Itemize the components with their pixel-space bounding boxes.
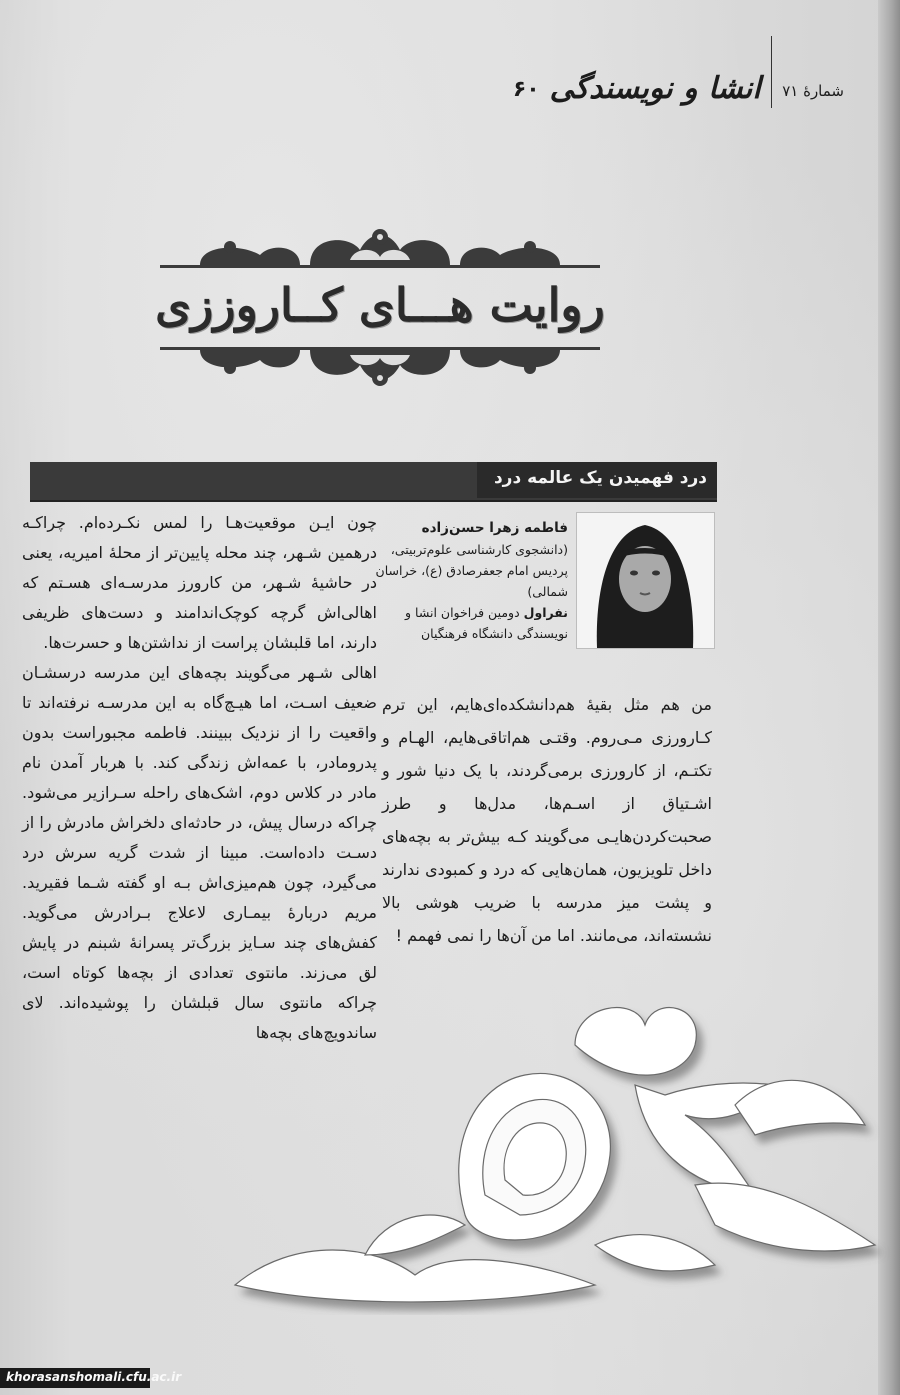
author-bio: (دانشجوی کارشناسی علوم‌تربیتی، پردیس امام جعفرصادق (ع)، خراسان شمالی) — [375, 542, 568, 599]
section-bar — [30, 462, 717, 502]
award-label: نفراول — [523, 605, 568, 620]
body-column-left — [22, 508, 377, 1048]
decorative-flower — [215, 985, 895, 1315]
article-title: روایت هـــای کــاروززی — [155, 278, 605, 332]
footer-watermark — [0, 1368, 182, 1388]
portrait-image — [577, 513, 714, 648]
author-info — [368, 518, 568, 644]
section-title: درد فهمیدن یک عالمه درد — [493, 468, 707, 488]
author-name: فاطمه زهرا حسن‌زاده — [421, 520, 568, 536]
body-paragraph: اهالی شـهر می‌گویند بچه‌های این مدرسه درسشـان ضعیف اسـت، اما هیـچ‌گاه به این مدرسـه نرفته‌اند تا واقعیت را از نزدیک ببینند. فاطمه مجبوراست بدون پدرومادر، با عمه‌اش زندگی کند. با هربار آمدن نام مادر در کلاس دوم، اشک‌های راحله سـرازیر می‌شود. چراکه درسال پیش، در حادثه‌ای دلخراش مادرش را از دسـت داده‌است. مبینا از شدت گریه سرش درد می‌گیرد، چون هم‌میزی‌اش بـه او گفته شـما فقیرید. مریم دربارۀ بیمـاری لاعلاج بـرادرش می‌گوید. کفش‌های چند سـایز بزرگ‌تر پسرانۀ شبنم در پایش لق می‌زند. مانتوی تعدادی از بچه‌ها کوتاه است، چراکه مانتوی سال قبلشان را پوشیده‌اند. لای ساندویچ‌های بچه‌ها — [22, 663, 377, 1042]
magazine-title: انشا و نویسندگی — [549, 71, 761, 106]
body-paragraph: چون ایـن موقعیت‌هـا را لمس نکـرده‌ام. چراکـه درهمین شـهر، چند محله پایین‌تر از محلۀ امیریه، یعنی در حاشیۀ شـهر، من کارورز مدرسـه‌ای هسـتم که اهالی‌اش گرچه کوچک‌اندامند و دست‌های ظریفی دارند، اما قلبشان پراست از نداشتن‌ها و حسرت‌ها. — [22, 513, 377, 652]
author-award — [368, 602, 568, 644]
ornament-top — [160, 225, 600, 275]
author-photo — [576, 512, 715, 649]
award-text: دومین فراخوان انشا و نویسندگی دانشگاه فرهنگیان — [405, 605, 568, 641]
issue-label: شمارۀ ۷۱ — [782, 82, 844, 100]
body-paragraph: من هم مثل بقیۀ هم‌دانشکده‌ای‌هایم، این ترم کـارورزی مـی‌روم. وقتـی هم‌اتاقی‌هایم، الهـام و تکتـم، از کارورزی برمی‌گردند، با یک دنیا شور و اشـتیاق از اسـم‌ها، مدل‌ها و طرز صحبت‌کردن‌هایـی می‌گویند کـه بیش‌تر به بچه‌های داخل تلویزیون، همان‌هایی که درد و کمبودی ندارند و پشت میز مدرسه با ضریب هوشی بالا نشسته‌اند، می‌مانند. اما من آن‌ها را نمی فهمم ! — [382, 695, 712, 945]
header-divider — [771, 36, 773, 108]
page-number: ۶۰ — [512, 77, 540, 102]
ornament-bottom — [160, 340, 600, 390]
footer-url: khorasanshomali.cfu.ac.ir — [6, 1370, 182, 1384]
body-column-right — [382, 688, 712, 952]
page-header — [513, 30, 844, 110]
